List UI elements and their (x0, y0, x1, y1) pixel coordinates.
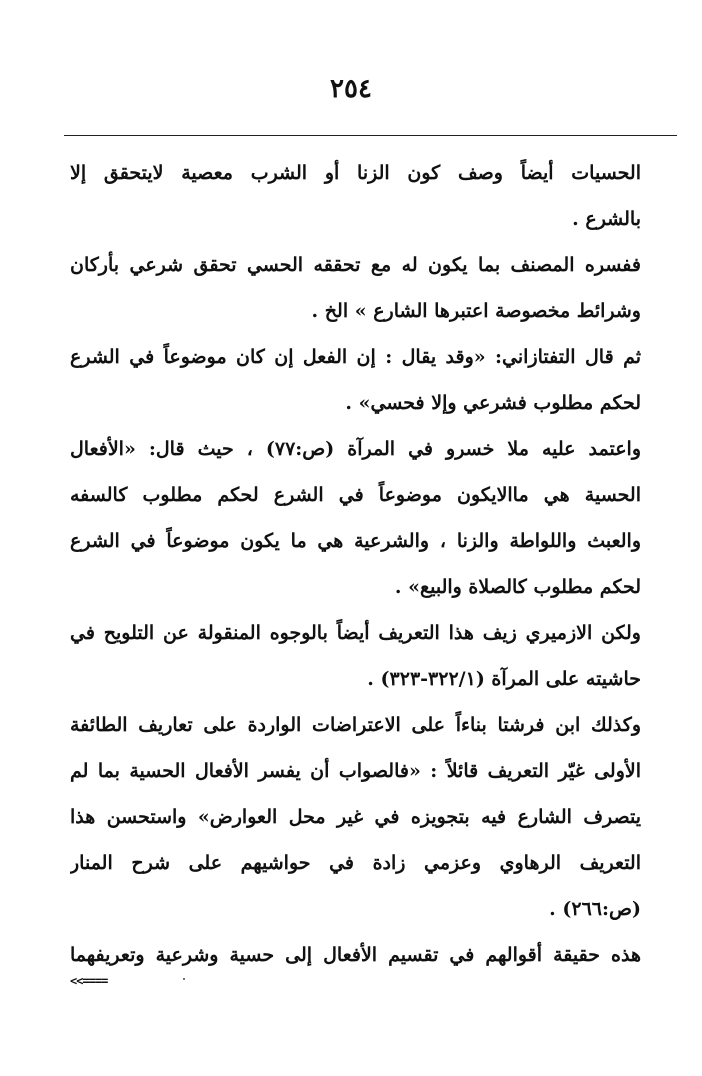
text-line: هذه حقيقة أقوالهم في تقسيم الأفعال إلى حسية وشرعية وتعريفهما (70, 944, 641, 966)
text-line: واعتمد عليه ملا خسرو في المرآة (ص:٧٧) ، حيث قال: «الأفعال (70, 438, 641, 460)
page-number: ٢٥٤ (330, 74, 372, 104)
text-line: لحكم مطلوب كالصلاة والبيع» . (394, 576, 641, 598)
text-line: لحكم مطلوب فشرعي وإلا فحسي» . (345, 392, 641, 414)
text-line: الحسية هي ماالايكون موضوعاً في الشرع لحكم مطلوب كالسفه (70, 484, 641, 506)
text-line: والعبث واللواطة والزنا ، والشرعية هي ما يكون موضوعاً في الشرع (70, 530, 641, 552)
text-line: ففسره المصنف بما يكون له مع تحققه الحسي تحقق شرعي بأركان (70, 254, 641, 276)
text-line: وشرائط مخصوصة اعتبرها الشارع » الخ . (311, 300, 641, 322)
continuation-mark: <<==== (70, 974, 108, 988)
text-line: (ص:٢٦٦) . (549, 898, 641, 920)
text-line: حاشيته على المرآة (٣٢٢/١-٣٢٣) . (367, 668, 641, 690)
text-line: التعريف الرهاوي وعزمي زادة في حواشيهم على شرح المنار (70, 852, 641, 874)
text-line: يتصرف الشارع فيه بتجويزه في غير محل العوارض» واستحسن هذا (70, 806, 641, 828)
text-line: بالشرع . (572, 208, 641, 230)
text-line: ثم قال التفتازاني: «وقد يقال : إن الفعل إن كان موضوعاً في الشرع (70, 346, 641, 368)
body-text (70, 150, 641, 978)
header-rule (64, 135, 677, 136)
text-line: الأولى غيّر التعريف قائلاً : «فالصواب أن يفسر الأفعال الحسية بما لم (70, 760, 641, 782)
text-line: الحسيات أيضاً وصف كون الزنا أو الشرب معصية لايتحقق إلا (70, 162, 641, 184)
text-line: وكذلك ابن فرشتا بناءاً على الاعتراضات الواردة على تعاريف الطائفة (70, 714, 641, 736)
stray-dot (183, 978, 185, 980)
text-line: ولكن الازميري زيف هذا التعريف أيضاً بالوجوه المنقولة عن التلويح في (70, 622, 641, 644)
